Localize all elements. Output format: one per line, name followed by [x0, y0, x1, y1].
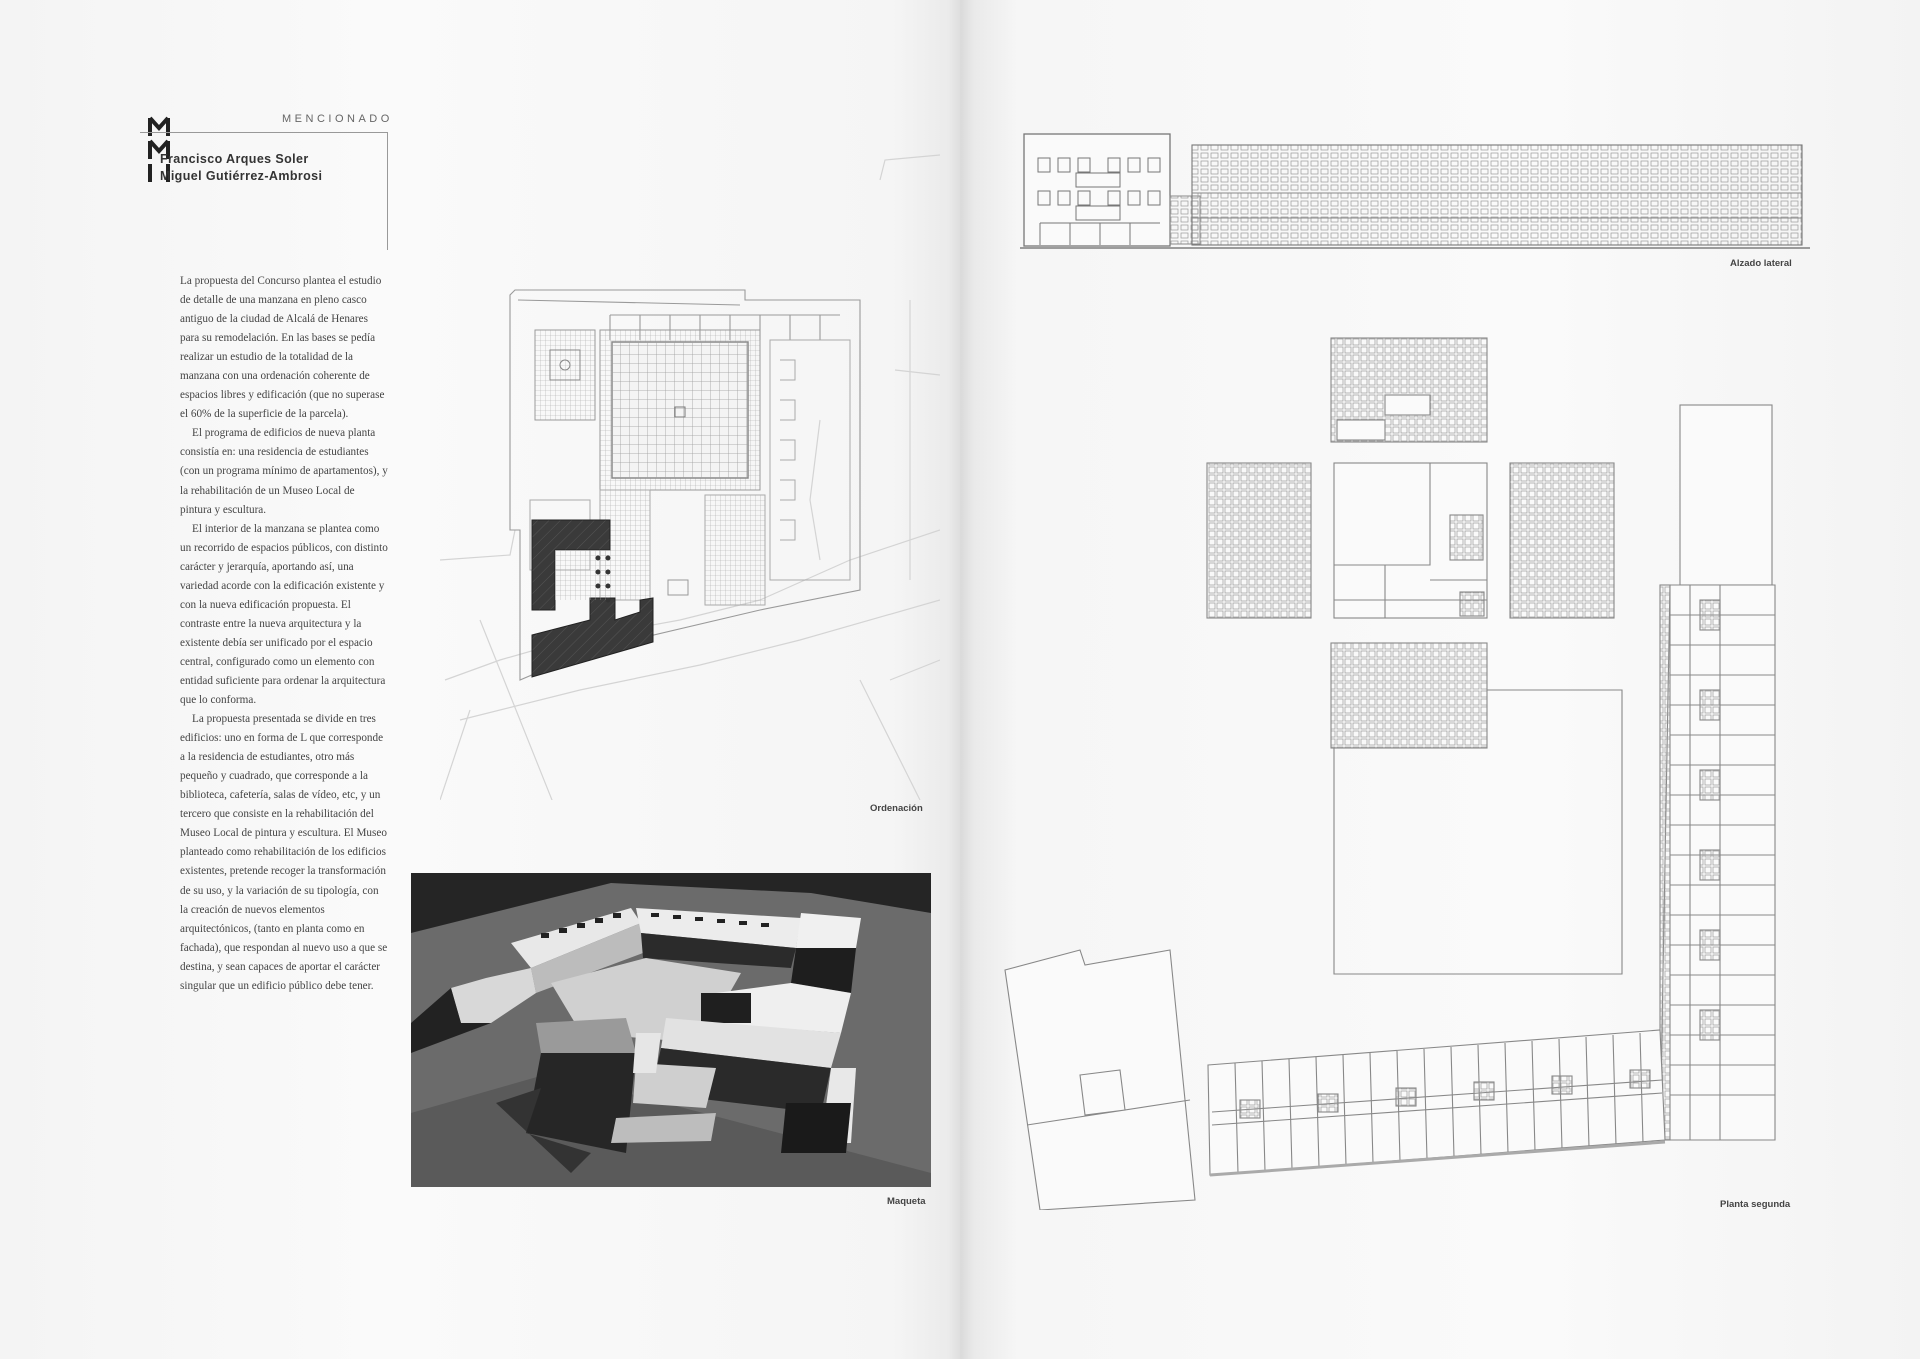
spine-gutter	[948, 0, 974, 1359]
header-vertical-rule	[387, 132, 388, 250]
header-rule	[140, 132, 388, 133]
figure-caption-site-plan: Ordenación	[870, 803, 923, 814]
site-plan-figure	[440, 120, 940, 800]
side-elevation-figure	[1020, 128, 1810, 250]
figure-caption-model: Maqueta	[887, 1196, 926, 1207]
paragraph: El programa de edificios de nueva planta consistía en: una residencia de estudiantes (con un programa mínimo de apartamentos), y la rehabilitación de un Museo Local de pintura y escultura.	[180, 427, 388, 516]
authors-block	[160, 151, 322, 185]
figure-caption-elevation: Alzado lateral	[1730, 258, 1792, 269]
paragraph: El interior de la manzana se plantea como un recorrido de espacios públicos, con distinto carácter y jerarquía, aportando así, una variedad acorde con la edificación existente y con la nueva edificación propuesta. El contraste entre la nueva arquitectura y la existente debía ser unificado por el espacio central, configurado como un elemento con entidad suficiente para ordenar la arquitectura que lo conforma.	[180, 522, 388, 707]
article-body	[180, 272, 388, 996]
figure-caption-floor-plan: Planta segunda	[1720, 1199, 1791, 1210]
paragraph: La propuesta del Concurso plantea el estudio de detalle de una manzana en pleno casco antiguo de la ciudad de Alcalá de Henares para su remodelación. En las bases se pedía realizar un estudio de la totalidad de la manzana con una ordenación coherente de espacios libres y edificación (que no superase el 60% de la superficie de la parcela).	[180, 275, 385, 421]
paragraph: La propuesta presentada se divide en tres edificios: uno en forma de L que corresponde a la residencia de estudiantes, otro más pequeño y cuadrado, que corresponde a la biblioteca, cafetería, salas de vídeo, etc, y un tercero que consiste en la rehabilitación del Museo Local de pintura y escultura. El Museo planteado como rehabilitación de los edificios existentes, pretende recoger la transformación de su uso, y la variación de su tipología, con la creación de nuevos elementos arquitectónicos, (tanto en planta como en fachada), que respondan al nuevo uso a que se destina, y sean capaces de aportar el carácter singular que un edificio público debe tener.	[180, 713, 388, 992]
section-label: MENCIONADO	[282, 113, 393, 125]
author-name: Miguel Gutiérrez-Ambrosi	[160, 169, 323, 183]
second-floor-plan-figure	[1000, 330, 1820, 1210]
author-name: Francisco Arques Soler	[160, 152, 309, 166]
model-photo-figure	[411, 873, 931, 1187]
